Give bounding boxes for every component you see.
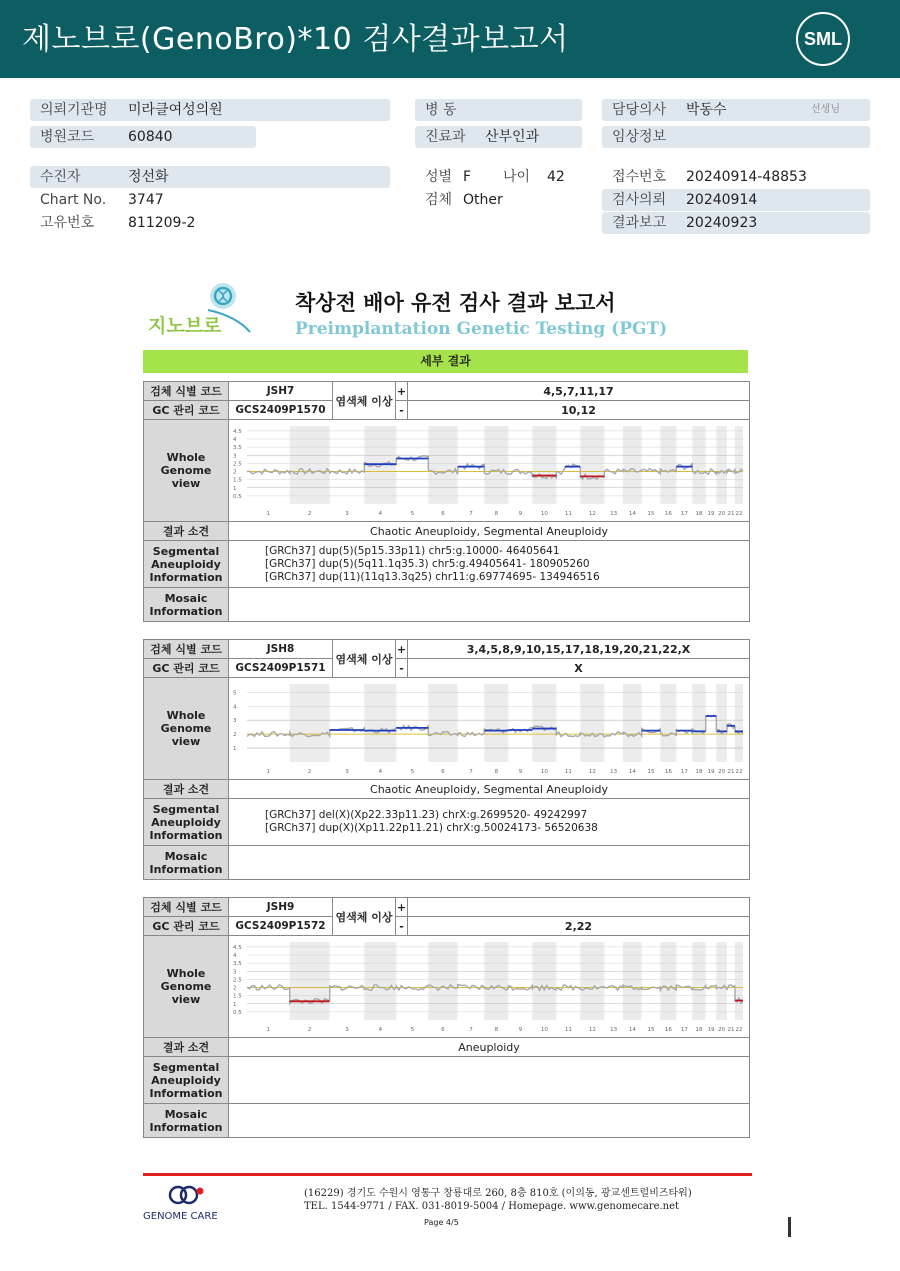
chrom-label: 21 — [727, 1027, 735, 1033]
gc-code-row — [144, 917, 750, 936]
hospital-code-row — [30, 126, 256, 148]
chrom-band — [484, 942, 508, 1020]
segmental-value — [229, 799, 750, 846]
chrom-band — [716, 426, 727, 504]
chrom-band — [290, 426, 330, 504]
segmental-label — [144, 1057, 229, 1104]
chrom-label: 9 — [518, 769, 523, 775]
segmental-row — [144, 799, 750, 846]
mosaic-row — [144, 588, 750, 622]
sample-table — [143, 897, 750, 1138]
chrom-label: 11 — [564, 511, 572, 517]
report-date-value: 20240923 — [686, 215, 758, 231]
chrom-label: 11 — [564, 1027, 572, 1033]
chrom-band — [623, 426, 642, 504]
chrom-label: 19 — [707, 769, 715, 775]
chrom-band — [660, 942, 676, 1020]
chrom-label: 16 — [664, 1027, 672, 1033]
y-tick-label: 1.5 — [233, 477, 242, 484]
chrom-band — [623, 942, 642, 1020]
y-tick-label: 3.5 — [233, 961, 242, 968]
gain-chromosomes: 4,5,7,11,17 — [408, 382, 750, 401]
chrom-label: 17 — [680, 769, 688, 775]
chrom-band — [660, 684, 676, 762]
chrom-label: 4 — [378, 1027, 383, 1033]
gc-dot-icon — [197, 1188, 204, 1195]
genome-view-row — [144, 420, 750, 522]
chrom-label: 12 — [588, 1027, 596, 1033]
mosaic-label — [144, 588, 229, 622]
chrom-label: 21 — [727, 511, 735, 517]
genome-plot-cell — [229, 678, 750, 780]
chrom-label: 18 — [695, 769, 703, 775]
chrom-label: 5 — [410, 769, 415, 775]
chrom-label: 9 — [518, 1027, 523, 1033]
y-tick-label: 2 — [233, 985, 237, 992]
chrom-label: 20 — [718, 511, 726, 517]
chrom-label: 1 — [266, 1027, 271, 1033]
loss-chromosomes: X — [408, 659, 750, 678]
report-title-ko: 착상전 배아 유전 검사 결과 보고서 — [295, 291, 616, 315]
chrom-label: 22 — [735, 1027, 743, 1033]
hospital-code-label: 병원코드 — [40, 129, 95, 145]
segmental-value — [229, 1057, 750, 1104]
chrom-label: 18 — [695, 511, 703, 517]
patient-row — [30, 166, 390, 188]
chrom-band — [484, 426, 508, 504]
plus-sign: + — [396, 640, 408, 659]
sample-id-value: JSH8 — [229, 640, 333, 659]
sample-id-label: 검체 식별 코드 — [144, 898, 229, 917]
segmental-label-line: Aneuploidy — [151, 815, 221, 829]
sample-table — [143, 639, 750, 880]
chrom-band — [692, 426, 705, 504]
y-tick-label: 1 — [233, 746, 237, 753]
chrom-label: 4 — [378, 769, 383, 775]
chrom-label: 5 — [410, 1027, 415, 1033]
segmental-entry: [GRCh37] dup(5)(5q11.1q35.3) chr5:g.49405641- 180905260 — [265, 557, 590, 570]
genome-care-text: GENOME CARE — [143, 1211, 218, 1222]
segmental-label-line: Information — [149, 828, 223, 842]
sample-id-value: JSH7 — [229, 382, 333, 401]
y-tick-label: 2.5 — [233, 977, 242, 984]
chrom-band — [364, 684, 396, 762]
chrom-label: 14 — [628, 1027, 636, 1033]
gc-code-value: GCS2409P1572 — [229, 917, 333, 936]
chrom-label: 10 — [540, 769, 548, 775]
mosaic-label-line: Mosaic — [164, 591, 208, 605]
chrom-band — [580, 942, 604, 1020]
chrom-band — [532, 426, 556, 504]
whole-genome-label-line: Genome — [160, 980, 212, 993]
request-row — [602, 189, 870, 211]
gc-code-label: GC 관리 코드 — [144, 401, 229, 420]
age-label: 나이 — [503, 169, 531, 185]
chrom-label: 2 — [307, 769, 312, 775]
whole-genome-label-line: Genome — [160, 464, 212, 477]
chrom-label: 15 — [647, 769, 655, 775]
report-title-en: Preimplantation Genetic Testing (PGT) — [295, 319, 668, 339]
chrom-band — [428, 684, 457, 762]
clinical-row — [602, 126, 870, 148]
chrom-label: 17 — [680, 511, 688, 517]
mosaic-label-line: Mosaic — [164, 849, 208, 863]
chrom-label: 2 — [307, 1027, 312, 1033]
clinical-label: 임상정보 — [612, 129, 667, 145]
chrom-label: 6 — [441, 769, 445, 775]
chrom-label: 21 — [727, 769, 735, 775]
y-tick-label: 4.5 — [233, 944, 242, 951]
y-tick-label: 3.5 — [233, 445, 242, 452]
footer-address-line2: TEL. 1544-9771 / FAX. 031-8019-5004 / Homepage. www.genomecare.net — [304, 1201, 680, 1212]
sample-id-label: 검체 식별 코드 — [144, 382, 229, 401]
detail-results-bar: 세부 결과 — [143, 350, 748, 373]
result-label: 결과 소견 — [144, 1038, 229, 1057]
genome-view-row — [144, 936, 750, 1038]
specimen-row — [415, 189, 585, 211]
chrom-label: 18 — [695, 1027, 703, 1033]
chrom-label: 20 — [718, 1027, 726, 1033]
minus-sign: - — [396, 401, 408, 420]
y-tick-label: 1.5 — [233, 993, 242, 1000]
whole-genome-label-line: view — [171, 477, 201, 490]
specimen-label: 검체 — [425, 192, 453, 208]
mosaic-row — [144, 1104, 750, 1138]
chrom-band — [364, 942, 396, 1020]
genome-plot-cell — [229, 420, 750, 522]
mosaic-label-line: Mosaic — [164, 1107, 208, 1121]
ward-row — [415, 99, 582, 121]
genome-plot-cell — [229, 936, 750, 1038]
genobro-logo-text: 지노브로 — [148, 315, 222, 337]
chrom-abn-label: 염색체 이상 — [333, 898, 396, 936]
whole-genome-plot — [229, 678, 747, 776]
genobro-logo — [146, 280, 256, 340]
chrom-label: 3 — [345, 511, 349, 517]
segmental-entry: [GRCh37] dup(11)(11q13.3q25) chr11:g.69774695- 134946516 — [265, 570, 600, 583]
chrom-label: 13 — [610, 1027, 618, 1033]
sex-value: F — [463, 169, 472, 185]
gc-code-value: GCS2409P1570 — [229, 401, 333, 420]
whole-genome-label-line: view — [171, 735, 201, 748]
whole-genome-label-line: Whole — [166, 967, 206, 980]
mosaic-value — [229, 1104, 750, 1138]
chrom-label: 20 — [718, 769, 726, 775]
chrom-band — [428, 426, 457, 504]
footer-divider — [143, 1173, 752, 1176]
segmental-entry: [GRCh37] del(X)(Xp22.33p11.23) chrX:g.2699520- 49242997 — [265, 809, 588, 821]
mosaic-label-line: Information — [149, 862, 223, 876]
patient-value: 정선화 — [128, 169, 169, 185]
y-tick-label: 5 — [233, 690, 237, 697]
unique-label: 고유번호 — [40, 215, 95, 231]
segmental-label-line: Segmental — [152, 544, 220, 558]
segmental-value — [229, 541, 750, 588]
mosaic-label-line: Information — [149, 604, 223, 618]
doctor-value: 박동수 — [686, 102, 727, 118]
chrom-label: 8 — [494, 511, 499, 517]
specimen-value: Other — [463, 192, 503, 208]
footer-address — [304, 1187, 692, 1213]
chrom-label: 7 — [469, 769, 473, 775]
chrom-band — [532, 684, 556, 762]
chrom-label: 13 — [610, 511, 618, 517]
chrom-label: 15 — [647, 511, 655, 517]
chrom-label: 19 — [707, 1027, 715, 1033]
chrom-label: 14 — [628, 769, 636, 775]
department-label: 진료과 — [425, 129, 466, 145]
chrom-band — [290, 684, 330, 762]
page-title: 제노브로(GenoBro)*10 검사결과보고서 — [22, 22, 569, 57]
y-tick-label: 3 — [233, 453, 237, 460]
chrom-band — [484, 684, 508, 762]
segmental-label-line: Segmental — [152, 802, 220, 816]
segmental-entry: [GRCh37] dup(X)(Xp11.22p11.21) chrX:g.50024173- 56520638 — [265, 822, 598, 834]
loss-chromosomes: 10,12 — [408, 401, 750, 420]
age-value: 42 — [547, 169, 565, 185]
segmental-entry: [GRCh37] dup(5)(5p15.33p11) chr5:g.10000- 46405641 — [265, 544, 560, 557]
receipt-value: 20240914-48853 — [686, 169, 807, 185]
result-value: Aneuploidy — [229, 1038, 750, 1057]
whole-genome-label — [144, 936, 229, 1038]
chrom-label: 11 — [564, 769, 572, 775]
segmental-row — [144, 1057, 750, 1104]
loss-chromosomes: 2,22 — [408, 917, 750, 936]
gc-code-value: GCS2409P1571 — [229, 659, 333, 678]
y-tick-label: 4 — [233, 953, 237, 959]
chrom-label: 9 — [518, 511, 523, 517]
institution-value: 미라클여성의원 — [128, 102, 223, 118]
chrom-band — [428, 942, 457, 1020]
y-tick-label: 3 — [233, 969, 237, 976]
sample-id-value: JSH9 — [229, 898, 333, 917]
mosaic-value — [229, 588, 750, 622]
patient-label: 수진자 — [40, 169, 81, 185]
segmental-label-line: Segmental — [152, 1060, 220, 1074]
y-tick-label: 2.5 — [233, 461, 242, 468]
chrom-label: 13 — [610, 769, 618, 775]
gc-code-label: GC 관리 코드 — [144, 659, 229, 678]
genome-care-logo — [141, 1184, 233, 1224]
mosaic-label — [144, 846, 229, 880]
mosaic-value — [229, 846, 750, 880]
chrom-band — [735, 942, 743, 1020]
gc-code-label: GC 관리 코드 — [144, 917, 229, 936]
sample-id-label: 검체 식별 코드 — [144, 640, 229, 659]
chrom-label: 1 — [266, 511, 271, 517]
page-edge-mark — [788, 1217, 791, 1237]
chrom-label: 3 — [345, 769, 349, 775]
chrom-label: 6 — [441, 511, 445, 517]
chrom-label: 12 — [588, 511, 596, 517]
page-number: Page 4/5 — [424, 1218, 459, 1227]
mosaic-label-line: Information — [149, 1120, 223, 1134]
segmental-label — [144, 799, 229, 846]
whole-genome-label — [144, 420, 229, 522]
segmental-label-line: Aneuploidy — [151, 557, 221, 571]
whole-genome-plot — [229, 936, 747, 1034]
plus-sign: + — [396, 382, 408, 401]
chrom-label: 12 — [588, 769, 596, 775]
y-tick-label: 4 — [233, 704, 237, 711]
department-row — [415, 126, 582, 148]
doctor-suffix: 선생님 — [811, 104, 840, 115]
chrom-label: 16 — [664, 511, 672, 517]
sml-logo: SML — [796, 12, 850, 66]
chrom-band — [623, 684, 642, 762]
footer-address-line1: (16229) 경기도 수원시 영통구 창룡대로 260, 8층 810호 (이의동, 광교센트럴비즈타워) — [304, 1188, 692, 1199]
chrom-label: 2 — [307, 511, 312, 517]
chrom-abn-label: 염색체 이상 — [333, 640, 396, 678]
result-label: 결과 소견 — [144, 780, 229, 799]
whole-genome-label — [144, 678, 229, 780]
gc-code-row — [144, 401, 750, 420]
minus-sign: - — [396, 659, 408, 678]
chrom-label: 16 — [664, 769, 672, 775]
chrom-label: 19 — [707, 511, 715, 517]
y-tick-label: 1 — [233, 485, 237, 492]
result-row — [144, 1038, 750, 1057]
whole-genome-plot — [229, 420, 747, 518]
segmental-label-line: Information — [149, 1086, 223, 1100]
result-value: Chaotic Aneuploidy, Segmental Aneuploidy — [229, 780, 750, 799]
chrom-label: 15 — [647, 1027, 655, 1033]
chrom-label: 17 — [680, 1027, 688, 1033]
genome-view-row — [144, 678, 750, 780]
chrom-label: 8 — [494, 769, 499, 775]
y-tick-label: 4.5 — [233, 428, 242, 435]
chrom-band — [580, 684, 604, 762]
sample-id-row — [144, 382, 750, 401]
chrom-label: 22 — [735, 769, 743, 775]
receipt-row — [602, 166, 870, 188]
chrom-label: 14 — [628, 511, 636, 517]
whole-genome-label-line: Whole — [166, 451, 206, 464]
y-tick-label: 0.5 — [233, 493, 242, 500]
result-value: Chaotic Aneuploidy, Segmental Aneuploidy — [229, 522, 750, 541]
y-tick-label: 2 — [233, 732, 237, 739]
chrom-band — [660, 426, 676, 504]
y-tick-label: 0.5 — [233, 1009, 242, 1016]
chrom-label: 10 — [540, 511, 548, 517]
doctor-label: 담당의사 — [612, 102, 667, 118]
result-row — [144, 522, 750, 541]
chrom-label: 6 — [441, 1027, 445, 1033]
chrom-label: 22 — [735, 511, 743, 517]
chrom-abn-label: 염색체 이상 — [333, 382, 396, 420]
chrom-label: 4 — [378, 511, 383, 517]
plus-sign: + — [396, 898, 408, 917]
sex-label: 성별 — [425, 169, 453, 185]
chrom-band — [580, 426, 604, 504]
result-label: 결과 소견 — [144, 522, 229, 541]
institution-label: 의뢰기관명 — [40, 102, 108, 118]
segmental-row — [144, 541, 750, 588]
sex-age-row — [415, 166, 585, 188]
chrom-band — [716, 684, 727, 762]
department-value: 산부인과 — [485, 129, 540, 145]
sample-id-row — [144, 640, 750, 659]
y-tick-label: 1 — [233, 1001, 237, 1008]
chrom-label: 7 — [469, 1027, 473, 1033]
chrom-label: 7 — [469, 511, 473, 517]
chrom-band — [532, 942, 556, 1020]
doctor-row — [602, 99, 870, 121]
segmental-label — [144, 541, 229, 588]
mosaic-row — [144, 846, 750, 880]
y-tick-label: 4 — [233, 437, 237, 443]
segmental-label-line: Aneuploidy — [151, 1073, 221, 1087]
chrom-band — [290, 942, 330, 1020]
chrom-label: 1 — [266, 769, 271, 775]
request-value: 20240914 — [686, 192, 758, 208]
result-row — [144, 780, 750, 799]
chrom-band — [716, 942, 727, 1020]
chart-label: Chart No. — [40, 192, 107, 208]
minus-sign: - — [396, 917, 408, 936]
chrom-band — [735, 426, 743, 504]
whole-genome-label-line: Genome — [160, 722, 212, 735]
whole-genome-label-line: view — [171, 993, 201, 1006]
hospital-code-value: 60840 — [128, 129, 173, 145]
y-tick-label: 3 — [233, 718, 237, 725]
report-date-label: 결과보고 — [612, 215, 667, 231]
chrom-label: 5 — [410, 511, 415, 517]
receipt-label: 접수번호 — [612, 169, 667, 185]
gain-chromosomes: 3,4,5,8,9,10,15,17,18,19,20,21,22,X — [408, 640, 750, 659]
sample-id-row — [144, 898, 750, 917]
report-date-row — [602, 212, 870, 234]
header-banner — [0, 0, 900, 78]
unique-value: 811209-2 — [128, 215, 196, 231]
chrom-band — [735, 684, 743, 762]
y-tick-label: 2 — [233, 469, 237, 476]
request-label: 검사의뢰 — [612, 192, 667, 208]
institution-row — [30, 99, 390, 121]
unique-row — [30, 212, 390, 234]
chrom-label: 10 — [540, 1027, 548, 1033]
segmental-label-line: Information — [149, 570, 223, 584]
chrom-band — [692, 684, 705, 762]
sample-table — [143, 381, 750, 622]
chrom-label: 3 — [345, 1027, 349, 1033]
chart-row — [30, 189, 390, 211]
chrom-band — [692, 942, 705, 1020]
chart-value: 3747 — [128, 192, 164, 208]
gc-code-row — [144, 659, 750, 678]
ward-label: 병 동 — [425, 102, 457, 118]
whole-genome-label-line: Whole — [166, 709, 206, 722]
gain-chromosomes — [408, 898, 750, 917]
chrom-label: 8 — [494, 1027, 499, 1033]
mosaic-label — [144, 1104, 229, 1138]
